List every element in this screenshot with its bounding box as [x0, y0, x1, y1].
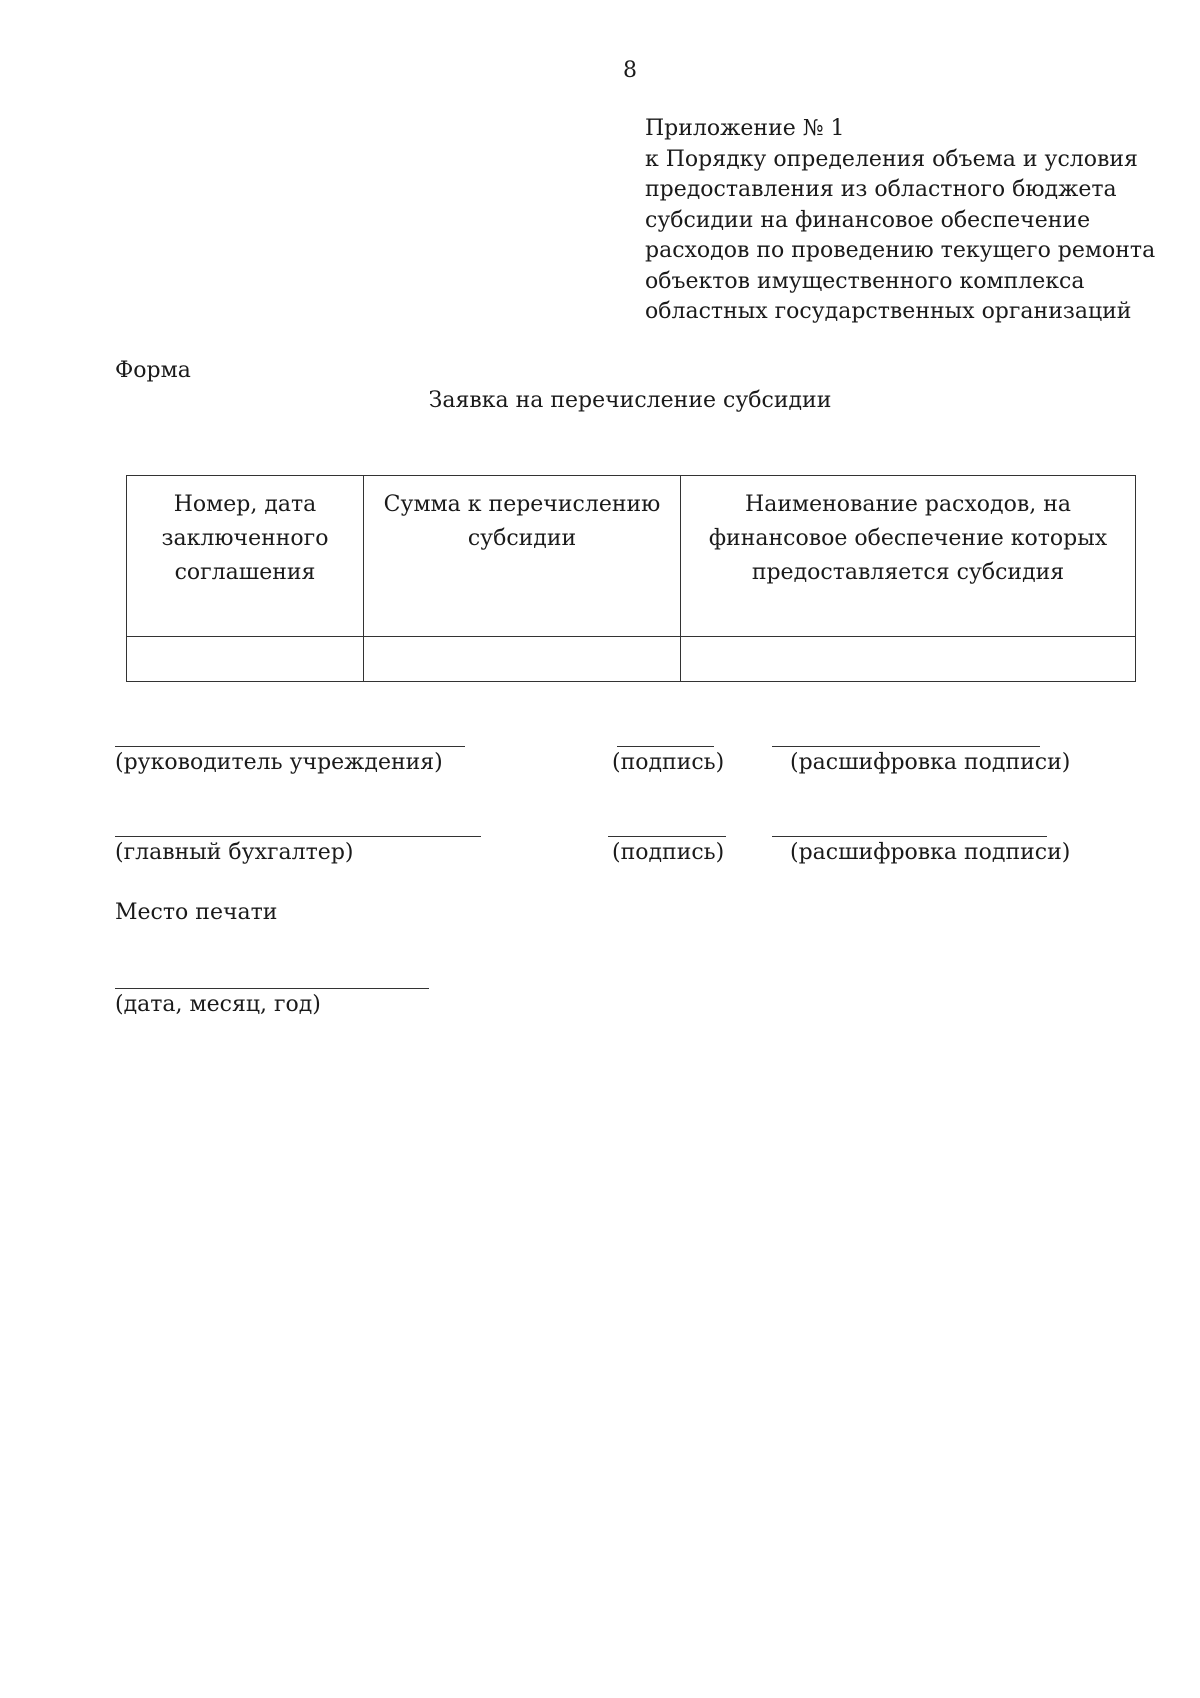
accountant-role-line[interactable]: [115, 836, 481, 837]
form-label: Форма: [115, 358, 191, 383]
head-sign-line[interactable]: [617, 746, 714, 747]
appendix-line: областных государственных организаций: [645, 299, 1132, 324]
head-role-line[interactable]: [115, 746, 465, 747]
date-line[interactable]: [115, 988, 429, 989]
table-header-row: [127, 476, 1136, 637]
header-amount: Сумма к перечислению субсидии: [364, 476, 681, 637]
head-decode-line[interactable]: [772, 746, 1040, 747]
accountant-sign-caption: (подпись): [612, 840, 725, 865]
cell-agreement[interactable]: [127, 637, 364, 682]
request-table: [126, 475, 1136, 682]
appendix-line: к Порядку определения объема и условия: [645, 146, 1138, 172]
date-caption: (дата, месяц, год): [115, 992, 321, 1017]
cell-expenses[interactable]: [681, 637, 1136, 682]
accountant-role-caption: (главный бухгалтер): [115, 840, 354, 865]
appendix-line: расходов по проведению текущего ремонта: [645, 238, 1156, 263]
appendix-line: Приложение № 1: [645, 116, 845, 141]
cell-amount[interactable]: [364, 637, 681, 682]
page-number: 8: [623, 58, 637, 83]
header-expenses: Наименование расходов, на финансовое обеспечение которых предоставляется субсидия: [681, 476, 1136, 637]
head-sign-caption: (подпись): [612, 750, 725, 775]
table-row: [127, 637, 1136, 682]
appendix-line: субсидии на финансовое обеспечение: [645, 207, 1091, 233]
head-decode-caption: (расшифровка подписи): [790, 750, 1071, 775]
seal-place: Место печати: [115, 900, 278, 925]
accountant-decode-line[interactable]: [772, 836, 1047, 837]
accountant-sign-line[interactable]: [608, 836, 726, 837]
head-role-caption: (руководитель учреждения): [115, 750, 443, 775]
appendix-line: объектов имущественного комплекса: [645, 268, 1085, 294]
header-agreement: Номер, дата заключенного соглашения: [127, 476, 364, 637]
appendix-header: [645, 114, 1155, 328]
document-title: Заявка на перечисление субсидии: [428, 388, 832, 413]
accountant-decode-caption: (расшифровка подписи): [790, 840, 1071, 865]
appendix-line: предоставления из областного бюджета: [645, 177, 1117, 202]
